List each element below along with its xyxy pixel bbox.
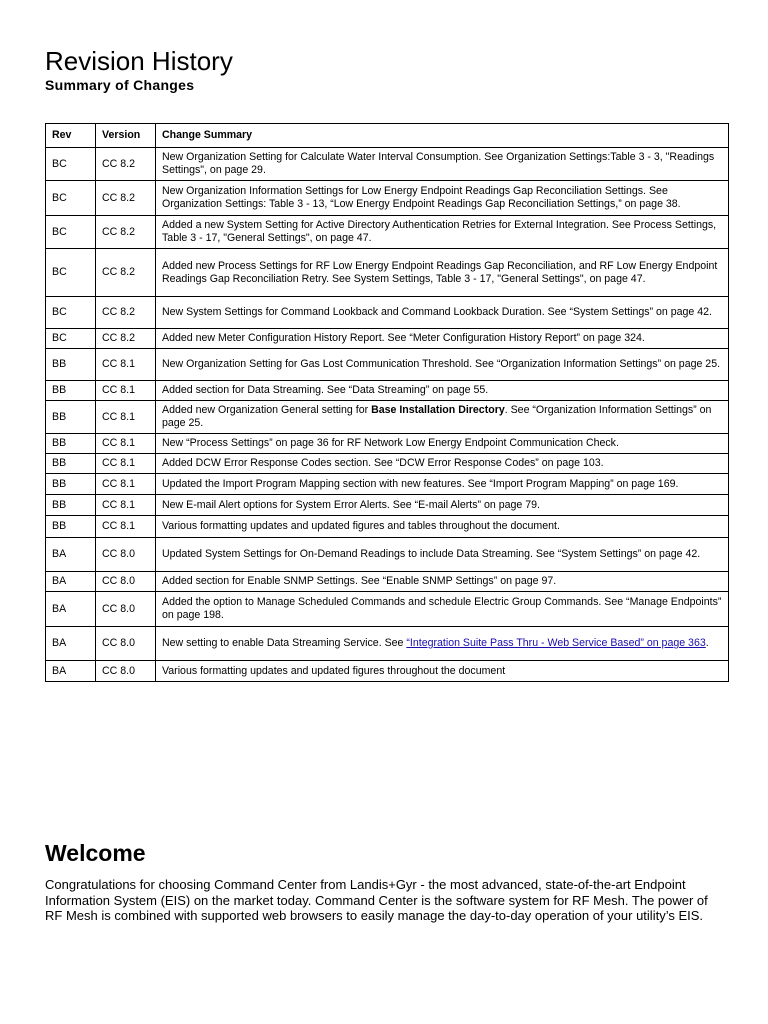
rev-cell: BB: [46, 401, 96, 434]
revision-table: [45, 123, 729, 682]
change-summary-cell: Added the option to Manage Scheduled Commands and schedule Electric Group Commands. See “Manage Endpoints” on page 198.: [156, 592, 729, 627]
table-row: [46, 592, 729, 627]
change-summary-cell: New “Process Settings” on page 36 for RF Network Low Energy Endpoint Communication Check.: [156, 434, 729, 454]
column-header-rev: Rev: [46, 124, 96, 148]
version-cell: CC 8.0: [96, 572, 156, 592]
change-summary-cell: Added section for Enable SNMP Settings. See “Enable SNMP Settings” on page 97.: [156, 572, 729, 592]
table-row: [46, 216, 729, 249]
table-header-row: [46, 124, 729, 148]
rev-cell: BC: [46, 148, 96, 181]
version-cell: CC 8.1: [96, 349, 156, 381]
version-cell: CC 8.1: [96, 401, 156, 434]
revision-table-body: [46, 148, 729, 682]
change-summary-cell: Added new Process Settings for RF Low Energy Endpoint Readings Gap Reconciliation, and RF Low Energy Endpoint Readings Gap Reconciliation Retry. See System Settings, Table 3 - 17, "General Settings", on page 47.: [156, 249, 729, 297]
rev-cell: BC: [46, 249, 96, 297]
table-row: [46, 381, 729, 401]
rev-cell: BC: [46, 297, 96, 329]
rev-cell: BA: [46, 538, 96, 572]
table-row: [46, 538, 729, 572]
table-row: [46, 401, 729, 434]
table-row: [46, 434, 729, 454]
welcome-heading: Welcome: [45, 840, 146, 866]
rev-cell: BB: [46, 434, 96, 454]
table-row: [46, 329, 729, 349]
version-cell: CC 8.0: [96, 538, 156, 572]
change-summary-cell: New E-mail Alert options for System Error Alerts. See “E-mail Alerts” on page 79.: [156, 495, 729, 516]
version-cell: CC 8.1: [96, 516, 156, 538]
summary-text: Added new Organization General setting for: [162, 404, 372, 416]
version-cell: CC 8.2: [96, 148, 156, 181]
column-header-change-summary: Change Summary: [156, 124, 729, 148]
table-row: [46, 661, 729, 682]
table-row: [46, 572, 729, 592]
version-cell: CC 8.0: [96, 627, 156, 661]
table-row: [46, 495, 729, 516]
table-row: [46, 148, 729, 181]
page-subtitle: Summary of Changes: [45, 77, 195, 93]
version-cell: CC 8.2: [96, 329, 156, 349]
table-row: [46, 349, 729, 381]
version-cell: CC 8.1: [96, 495, 156, 516]
rev-cell: BC: [46, 181, 96, 216]
change-summary-cell: New Organization Setting for Gas Lost Communication Threshold. See “Organization Information Settings” on page 25.: [156, 349, 729, 381]
summary-bold-text: Base Installation Directory: [371, 404, 505, 416]
rev-cell: BB: [46, 495, 96, 516]
change-summary-cell: New Organization Information Settings for Low Energy Endpoint Readings Gap Reconciliation Settings. See Organization Settings: Table 3 - 13, “Low Energy Endpoint Readings Gap Reconciliation Settings,” on page 38.: [156, 181, 729, 216]
table-row: [46, 181, 729, 216]
table-row: [46, 474, 729, 495]
rev-cell: BA: [46, 572, 96, 592]
rev-cell: BB: [46, 381, 96, 401]
change-summary-cell: Various formatting updates and updated figures and tables throughout the document.: [156, 516, 729, 538]
rev-cell: BB: [46, 474, 96, 495]
table-row: [46, 297, 729, 329]
version-cell: CC 8.1: [96, 454, 156, 474]
change-summary-cell: [156, 627, 729, 661]
table-row: [46, 249, 729, 297]
cross-reference-link[interactable]: “Integration Suite Pass Thru - Web Service Based” on page 363: [406, 637, 706, 649]
version-cell: CC 8.0: [96, 661, 156, 682]
summary-text: .: [705, 637, 709, 649]
version-cell: CC 8.2: [96, 181, 156, 216]
rev-cell: BC: [46, 216, 96, 249]
rev-cell: BA: [46, 661, 96, 682]
page-title: Revision History: [45, 46, 233, 76]
change-summary-cell: Added new Meter Configuration History Report. See “Meter Configuration History Report” on page 324.: [156, 329, 729, 349]
rev-cell: BC: [46, 329, 96, 349]
change-summary-cell: Updated the Import Program Mapping section with new features. See “Import Program Mapping” on page 169.: [156, 474, 729, 495]
version-cell: CC 8.2: [96, 216, 156, 249]
change-summary-cell: Added a new System Setting for Active Directory Authentication Retries for External Integration. See Process Settings, Table 3 - 17, "General Settings", on page 47.: [156, 216, 729, 249]
change-summary-cell: Added DCW Error Response Codes section. See “DCW Error Response Codes” on page 103.: [156, 454, 729, 474]
version-cell: CC 8.2: [96, 249, 156, 297]
change-summary-cell: Updated System Settings for On-Demand Readings to include Data Streaming. See “System Settings” on page 42.: [156, 538, 729, 572]
table-row: [46, 454, 729, 474]
table-row: [46, 516, 729, 538]
rev-cell: BA: [46, 592, 96, 627]
table-row: [46, 627, 729, 661]
summary-text: New setting to enable Data Streaming Service. See: [162, 637, 407, 649]
version-cell: CC 8.0: [96, 592, 156, 627]
version-cell: CC 8.1: [96, 434, 156, 454]
change-summary-cell: Various formatting updates and updated figures throughout the document: [156, 661, 729, 682]
change-summary-cell: New Organization Setting for Calculate Water Interval Consumption. See Organization Settings:Table 3 - 3, "Readings Settings", on page 29.: [156, 148, 729, 181]
change-summary-cell: [156, 401, 729, 434]
rev-cell: BB: [46, 454, 96, 474]
column-header-version: Version: [96, 124, 156, 148]
summary-text: . See “Organization Information Settings” on page 25.: [162, 404, 712, 429]
version-cell: CC 8.1: [96, 474, 156, 495]
version-cell: CC 8.2: [96, 297, 156, 329]
welcome-paragraph: Congratulations for choosing Command Center from Landis+Gyr - the most advanced, state-of-the-art Endpoint Information System (EIS) on the market today. Command Center is the software system for RF Mesh. The power of RF Mesh is combined with supported web browsers to easily manage the day-to-day operation of your utility’s EIS.: [45, 877, 708, 923]
version-cell: CC 8.1: [96, 381, 156, 401]
change-summary-cell: Added section for Data Streaming. See “Data Streaming” on page 55.: [156, 381, 729, 401]
rev-cell: BB: [46, 349, 96, 381]
rev-cell: BA: [46, 627, 96, 661]
change-summary-cell: New System Settings for Command Lookback and Command Lookback Duration. See “System Settings” on page 42.: [156, 297, 729, 329]
rev-cell: BB: [46, 516, 96, 538]
